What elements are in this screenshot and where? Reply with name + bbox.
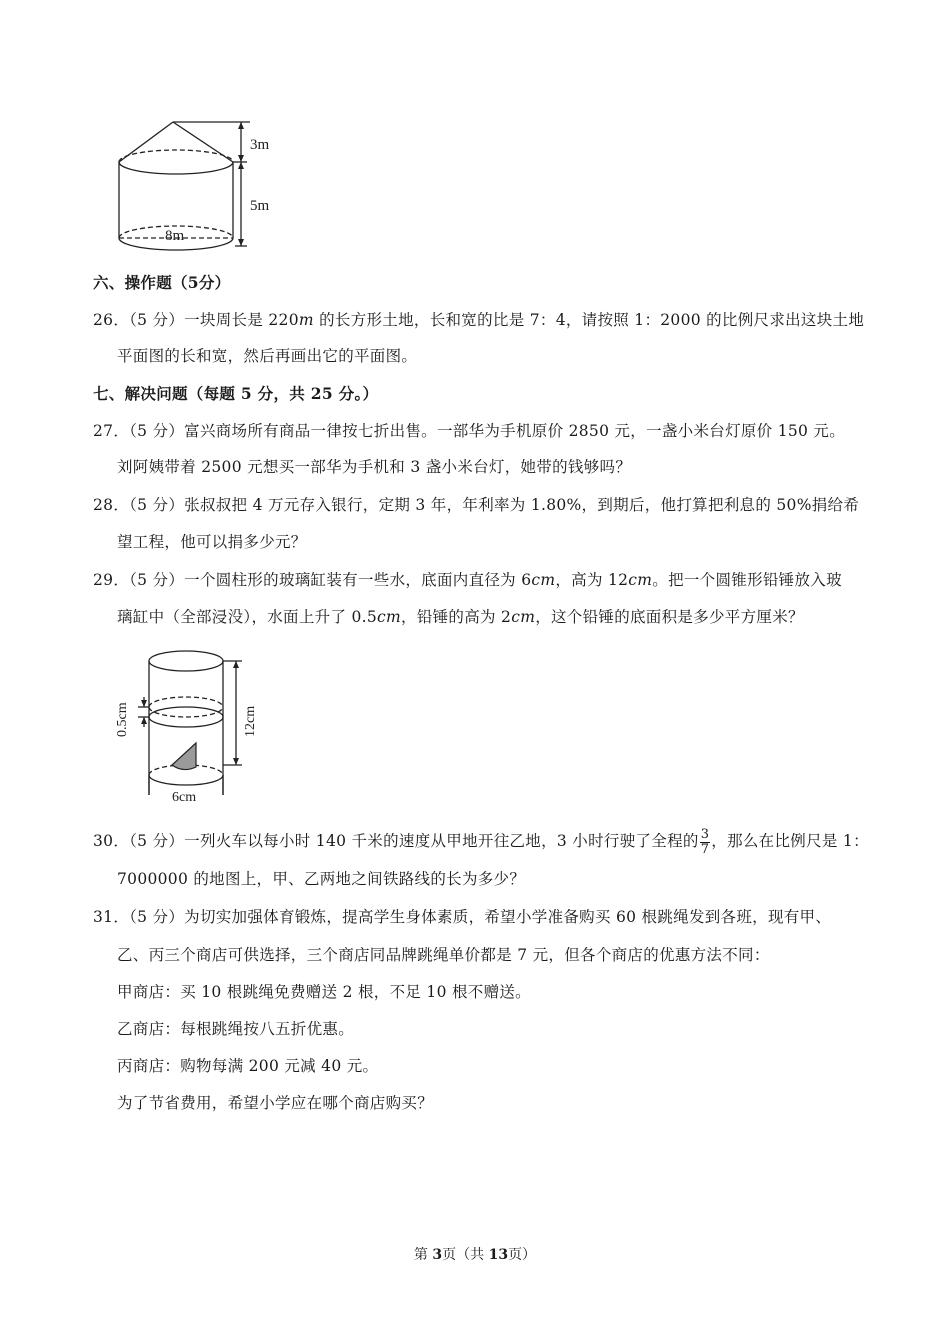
arrow-head-bottom: [238, 239, 244, 246]
total-pages: 13: [488, 1247, 509, 1263]
arrow-height-bottom: [233, 758, 239, 765]
q27-line-2: 刘阿姨带着 2500 元想买一部华为手机和 3 盏小米台灯，她带的钱够吗？: [117, 458, 632, 476]
arrow-rise-top: [141, 700, 147, 707]
q26-text-b: 的长方形土地，长和宽的比是 7：4，请按照 1：2000 的比例尺求出这块土地: [313, 311, 865, 329]
q30-fraction: [700, 828, 711, 857]
new-water-surface-back: [149, 707, 223, 717]
q29-unit-3: cm: [377, 608, 402, 626]
old-water-surface-back: [149, 697, 223, 707]
label-glass-height: 12cm: [243, 705, 258, 737]
cone-weight: [172, 743, 196, 770]
q30-text-b: ，那么在比例尺是 1：: [711, 832, 869, 850]
q29-text-a: 29．（5 分）一个圆柱形的玻璃缸装有一些水，底面内直径为 6: [93, 571, 532, 589]
new-water-surface-front: [149, 717, 223, 727]
q31-line-2: 乙、丙三个商店可供选择，三个商店同品牌跳绳单价都是 7 元，但各个商店的优惠方法不同：: [117, 946, 770, 964]
q31-line-1: 31．（5 分）为切实加强体育锻炼，提高学生身体素质，希望小学准备购买 60 根跳绳发到各班，现有甲、: [93, 908, 832, 926]
footer-text-a: 第: [413, 1247, 433, 1263]
label-glass-diameter: 6cm: [172, 790, 197, 805]
q29-line-1: [93, 570, 842, 590]
q29-text-d: 璃缸中（全部浸没），水面上升了 0.5: [117, 608, 378, 626]
footer-text-c: 页）: [508, 1247, 537, 1263]
q29-text-e: ，铅锤的高为 2: [401, 608, 512, 626]
arrow-height-top: [233, 661, 239, 668]
q26-unit: m: [298, 311, 314, 329]
page-number: 3: [432, 1247, 443, 1263]
q26-line-2: 平面图的长和宽，然后再画出它的平面图。: [117, 347, 418, 365]
fraction-numerator: 3: [700, 826, 710, 842]
q31-shop-b: 乙商店：每根跳绳按八五折优惠。: [117, 1020, 355, 1038]
q26-text-a: 26．（5 分）一块周长是 220: [93, 311, 299, 329]
q29-line-2: [117, 607, 804, 627]
q29-unit-2: cm: [628, 571, 653, 589]
arrow-head-top: [238, 122, 244, 129]
section-6-heading: 六、操作题（5分）: [93, 273, 231, 292]
q28-line-1: 28．（5 分）张叔叔把 4 万元存入银行，定期 3 年，年利率为 1.80%，到期后，他打算把利息的 50%捐给希: [93, 496, 860, 514]
footer-text-b: 页（共: [442, 1247, 489, 1263]
q30-line-2: 7000000 的地图上，甲、乙两地之间铁路线的长为多少？: [117, 870, 526, 888]
cylinder-top-front: [119, 162, 233, 174]
q30-line-1: [93, 823, 869, 859]
q29-text-f: ，这个铅锤的底面积是多少平方厘米？: [535, 608, 804, 626]
label-cylinder-height: 5m: [250, 198, 270, 214]
q29-text-b: ，高为 12: [555, 571, 629, 589]
old-water-surface-front: [149, 707, 223, 717]
q27-line-1: 27．（5 分）富兴商场所有商品一律按七折出售。一部华为手机原价 2850 元，一盏小米台灯原价 150 元。: [93, 422, 846, 440]
arrow-head-mid-up: [238, 155, 244, 162]
cylinder-top-rim: [149, 651, 223, 671]
q31-shop-a: 甲商店：买 10 根跳绳免费赠送 2 根，不足 10 根不赠送。: [117, 983, 531, 1001]
q29-text-c: 。把一个圆锥形铅锤放入玻: [652, 571, 842, 589]
q31-shop-c: 丙商店：购物每满 200 元减 40 元。: [117, 1057, 379, 1075]
bottom-front: [149, 775, 223, 785]
page-footer: [0, 1244, 950, 1264]
label-diameter: 8m: [165, 228, 185, 244]
arrow-head-mid-down: [238, 162, 244, 169]
q26-line-1: [93, 310, 864, 330]
label-cone-height: 3m: [250, 137, 270, 153]
cylinder-top-back: [119, 150, 233, 162]
fraction-denominator: 7: [700, 841, 710, 857]
cone-cylinder-figure: [105, 112, 290, 260]
glass-cylinder-figure: [108, 643, 258, 805]
label-water-rise: 0.5cm: [115, 702, 130, 737]
q30-text-a: 30．（5 分）一列火车以每小时 140 千米的速度从甲地开往乙地，3 小时行驶了全程的: [93, 832, 699, 850]
q29-unit-4: cm: [511, 608, 536, 626]
q29-unit-1: cm: [531, 571, 556, 589]
arrow-rise-bottom: [141, 717, 147, 724]
section-7-heading: 七、解决问题（每题 5 分，共 25 分。）: [93, 384, 379, 403]
q28-line-2: 望工程，他可以捐多少元？: [117, 533, 307, 551]
q31-question: 为了节省费用，希望小学应在哪个商店购买？: [117, 1094, 434, 1112]
